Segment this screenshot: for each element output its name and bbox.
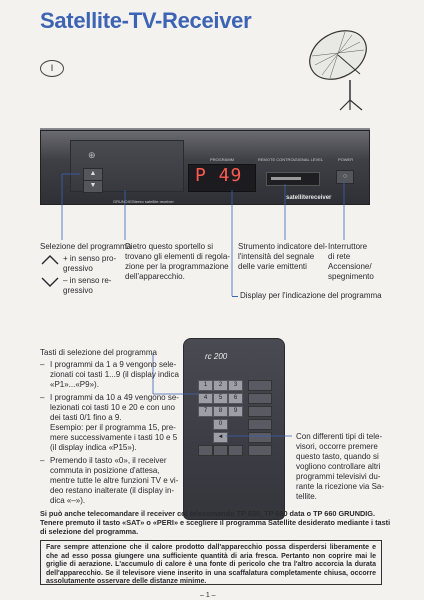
panel-label-signal: SIGNAL LEVEL	[295, 157, 324, 162]
remote-key-5[interactable]: 5	[213, 393, 228, 404]
panel-label-remote: REMOTE CONTROL	[258, 157, 296, 162]
power-caption: Interruttore di rete Accensione/ spegnimento	[328, 242, 374, 281]
forward-label: + in senso pro- gressivo	[63, 254, 117, 273]
remote-special-key[interactable]: ◄	[213, 432, 228, 443]
display-digits: P 49	[195, 165, 243, 186]
program-down-button[interactable]: ▼	[83, 180, 103, 193]
remote-key-9[interactable]: 9	[228, 406, 243, 417]
bullet-text-3: Premendo il tasto «0», il receiver commuta in posizione d'attesa, mentre tutte le altre funzioni TV e vi- deo restano inalterate (il display in- dica «–»).	[50, 456, 179, 505]
remote-key-4[interactable]: 4	[198, 393, 213, 404]
bullet-text-1: I programmi da 1 a 9 vengono sele- zionati coi tasti 1...9 (il display indica «P1»...«P9»).	[50, 360, 179, 389]
remote-key-8[interactable]: 8	[213, 406, 228, 417]
receiver-brand-right: satellitereceiver	[286, 195, 332, 201]
panel-label-power: POWER	[338, 157, 354, 162]
remote-key-1[interactable]: 1	[198, 380, 213, 391]
keys-section-title: Tasti di selezione del programma	[40, 348, 157, 357]
remote-key-3[interactable]: 3	[228, 380, 243, 391]
backward-label: – in senso re- gressivo	[63, 276, 112, 295]
remote-logo: rc 200	[205, 352, 228, 361]
bullet-item-3: – Premendo il tasto «0», il receiver commuta in posizione d'attesa, mentre tutte le altre funzioni TV e vi- deo restano inalterate (il display in- dica «–»).	[40, 456, 179, 505]
remote-key-2[interactable]: 2	[213, 380, 228, 391]
receiver-brand-small: GRUNDIG	[113, 199, 132, 204]
program-selection-title: Selezione del programma	[40, 242, 132, 251]
remote-side-text: Con differenti tipi di tele- visori, occorre premere questo tasto, quando si vogliono controllare altri programmi televisivi du- rante la ricezione via Sa- tellite.	[296, 432, 385, 501]
bottom-note: Si può anche telecomandare il receiver col telecomando TP 650, TP 650 data o TP 660 GRUNDIG. Tenere premuto il tasto «SAT» o «PERI» e scegliere il programma Satellite desiderato mediante i tasti di selezione del programma.	[40, 509, 391, 536]
brand-logo-icon: ⊕	[88, 150, 96, 160]
power-button[interactable]: ○	[336, 170, 354, 184]
section-marker: I	[40, 60, 64, 77]
meter-caption: Strumento indicatore del- l'intensità del segnale delle varie emittenti	[238, 242, 328, 271]
remote-key-7[interactable]: 7	[198, 406, 213, 417]
remote-key-0[interactable]: 0	[213, 419, 228, 430]
panel-label-program: PROGRAMM	[210, 157, 234, 162]
bullet-item-1: – I programmi da 1 a 9 vengono sele- zionati coi tasti 1...9 (il display indica «P1»...«P9»).	[40, 360, 179, 389]
page-title: Satellite-TV-Receiver	[40, 8, 252, 33]
triangle-up-icon	[40, 254, 60, 266]
display-caption: Display per l'indicazione del programma	[240, 291, 382, 300]
bullet-item-2: – I programmi da 10 a 49 vengono se- lezionati coi tasti 10 e 20 e con uno dei tasti 0/1 fino a 9. Esempio: per il programma 15, pre- mere successivamente i tasti 10 e 5 (il display indica «P15»).	[40, 393, 179, 452]
bullet-text-2: I programmi da 10 a 49 vengono se- lezionati coi tasti 10 e 20 e con uno dei tasti 0/1 fino a 9. Esempio: per il programma 15, pre- mere successivamente i tasti 10 e 5 (il display indica «P15»).	[50, 393, 179, 452]
flap-caption: Dietro questo sportello si trovano gli elementi di regola- zione per la programmazione dell'apparecchio.	[125, 242, 230, 281]
display-leader	[232, 296, 238, 297]
remote-key-6[interactable]: 6	[228, 393, 243, 404]
receiver-model-small: Stereo satellite receiver	[132, 199, 174, 204]
triangle-down-icon	[40, 276, 60, 288]
keys-section-bullets	[40, 360, 190, 506]
warning-box: Fare sempre attenzione che il calore prodotto dall'apparecchio possa disperdersi liberamente e che ad esso possa giungere una sufficiente quantità di aria fresca. Pertanto non coprire mai le griglie di aerazione. L'accumulo di calore è una fonte di pericolo che tra l'altro accorcia la durata dell'apparecchio. Se il televisore viene inserito in una scaffalatura completamente chiusa, occorre assolutamente osservare delle distanze minime.	[40, 540, 382, 585]
page-number: – 1 –	[200, 592, 216, 599]
program-up-button[interactable]: ▲	[83, 168, 103, 181]
